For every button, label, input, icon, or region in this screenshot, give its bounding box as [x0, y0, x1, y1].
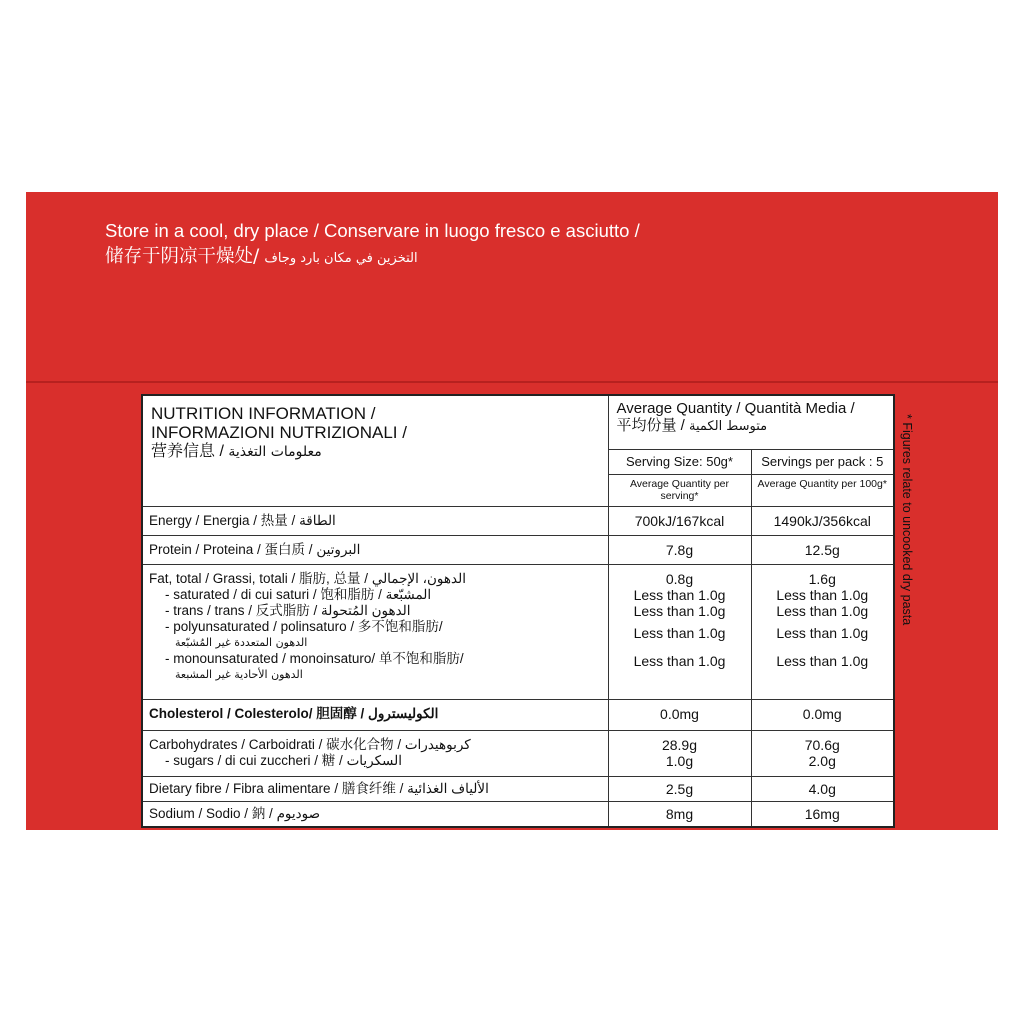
title-en: NUTRITION INFORMATION / [151, 404, 376, 423]
fat-poly-label: - polyunsaturated / polinsaturo / 多不饱和脂肪/ [165, 619, 443, 635]
fat-poly-serving: Less than 1.0g [633, 625, 726, 642]
serving-size: Serving Size: 50g* [608, 450, 751, 475]
fibre-per100: 4.0g [751, 776, 894, 801]
avg-ar: متوسط الكمية [689, 419, 768, 434]
storage-line-1: Store in a cool, dry place / Conservare in luogo fresco e asciutto / [105, 220, 640, 241]
energy-per100: 1490kJ/356kcal [751, 506, 894, 535]
protein-per100: 12.5g [751, 535, 894, 564]
fat-trans-serving: Less than 1.0g [633, 603, 726, 620]
fat-mono-ar: الدهون الأحادية غير المشبعة [175, 668, 303, 682]
carbs-labels [142, 730, 608, 776]
table-row-cholesterol [142, 700, 894, 730]
avg-cn: 平均份量 / [616, 417, 685, 434]
nutrition-table [141, 394, 895, 828]
fat-serving-values [608, 565, 751, 700]
cholesterol-label: Cholesterol / Colesterolo/ 胆固醇 / الكوليسترول [142, 700, 608, 730]
average-quantity-header [608, 395, 894, 450]
storage-instructions [105, 218, 640, 271]
sugars-label: - sugars / di cui zuccheri / 糖 / السكريات [165, 752, 402, 768]
energy-label: Energy / Energia / 热量 / الطاقة [142, 506, 608, 535]
fat-mono-per100: Less than 1.0g [776, 653, 869, 670]
title-it: INFORMAZIONI NUTRIZIONALI / [151, 423, 407, 442]
fat-poly-ar: الدهون المتعددة غير المُشبّعة [175, 636, 308, 650]
footnote-uncooked-pasta: * Figures relate to uncooked dry pasta [900, 414, 914, 626]
fat-per100-values [751, 565, 894, 700]
fat-saturated-serving: Less than 1.0g [633, 587, 726, 604]
sodium-serving: 8mg [608, 802, 751, 827]
table-title [142, 395, 608, 506]
fat-mono-label: - monounsaturated / monoinsaturo/ 单不饱和脂肪/ [165, 651, 464, 667]
fat-total-serving: 0.8g [665, 571, 694, 588]
table-row-protein [142, 535, 894, 564]
table-row-sodium [142, 802, 894, 827]
fat-labels [142, 565, 608, 700]
table-row-fibre [142, 776, 894, 801]
fat-saturated-per100: Less than 1.0g [776, 587, 869, 604]
fat-mono-serving: Less than 1.0g [633, 653, 726, 670]
avg-line-1: Average Quantity / Quantità Media / [616, 400, 855, 417]
cholesterol-serving: 0.0mg [608, 700, 751, 730]
protein-serving: 7.8g [608, 535, 751, 564]
servings-per-pack: Servings per pack : 5 [751, 450, 894, 475]
sodium-per100: 16mg [751, 802, 894, 827]
fold-line [26, 381, 998, 383]
cholesterol-per100: 0.0mg [751, 700, 894, 730]
avg-line-2 [617, 417, 886, 435]
sugars-serving: 1.0g [665, 752, 694, 769]
fat-trans-label: - trans / trans / 反式脂肪 / الدهون المُتحولة [165, 603, 411, 619]
energy-serving: 700kJ/167kcal [608, 506, 751, 535]
title-multilang [151, 442, 600, 462]
title-cn: 营养信息 / [151, 443, 224, 460]
fat-total-label: Fat, total / Grassi, totali / 脂肪, 总量 / الدهون، الإجمالي [149, 571, 466, 587]
storage-line-2 [105, 243, 640, 271]
carbs-per100-values [751, 730, 894, 776]
fat-total-per100: 1.6g [808, 571, 836, 588]
avg-per-100g: Average Quantity per 100g* [751, 475, 894, 506]
sugars-per100: 2.0g [808, 752, 836, 769]
avg-per-serving: Average Quantity per serving* [608, 475, 751, 506]
fat-saturated-label: - saturated / di cui saturi / 饱和脂肪 / المشبّعة [165, 587, 432, 603]
carbs-serving: 28.9g [661, 736, 698, 753]
title-ar: معلومات التغذية [228, 444, 322, 460]
table-row-energy [142, 506, 894, 535]
carbs-label: Carbohydrates / Carboidrati / 碳水化合物 / كربوهيدرات [149, 736, 471, 752]
sodium-label: Sodium / Sodio / 鈉 / صوديوم [142, 802, 608, 827]
fibre-serving: 2.5g [608, 776, 751, 801]
fat-trans-per100: Less than 1.0g [776, 603, 869, 620]
carbs-per100: 70.6g [804, 736, 840, 753]
table-row-carbohydrates [142, 730, 894, 776]
carbs-serving-values [608, 730, 751, 776]
table-row-fat [142, 565, 894, 700]
fibre-label: Dietary fibre / Fibra alimentare / 膳食纤维 / الألياف الغذائية [142, 776, 608, 801]
storage-cn: 储存于阴凉干燥处/ [105, 246, 260, 267]
fat-poly-per100: Less than 1.0g [776, 625, 869, 642]
storage-ar: التخزين في مكان بارد وجاف [264, 251, 418, 266]
protein-label: Protein / Proteina / 蛋白质 / البروتين [142, 535, 608, 564]
